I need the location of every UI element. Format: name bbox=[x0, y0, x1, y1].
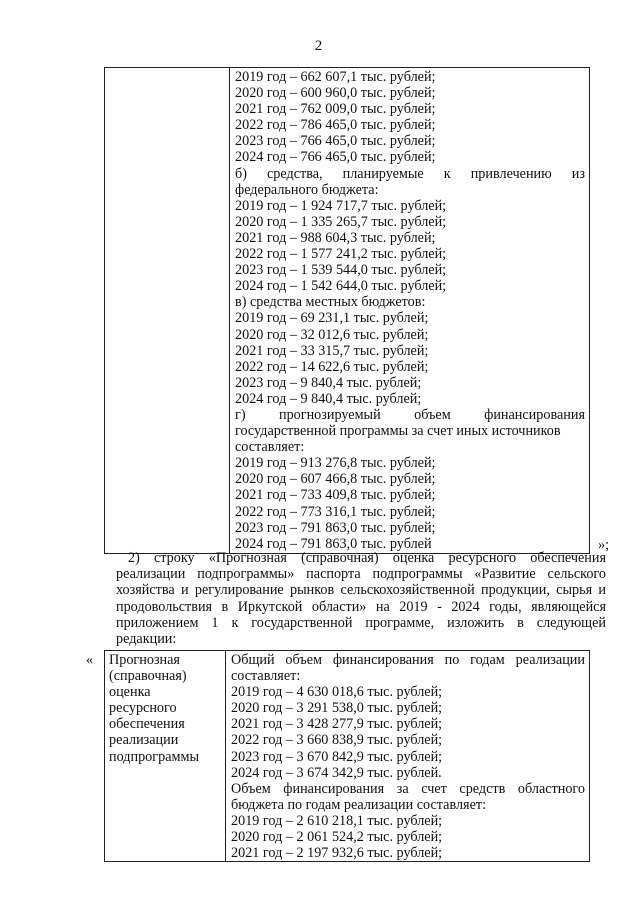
table-line: 2023 год – 1 539 544,0 тыс. рублей; bbox=[235, 262, 447, 279]
table-line: 2019 год – 662 607,1 тыс. рублей; bbox=[235, 69, 436, 85]
table-line: б) средства, планируемые к привлечению из bbox=[235, 165, 585, 182]
paragraph-line: приложением 1 к государственной программе, изложить в следующей bbox=[116, 615, 606, 631]
paragraph-line: хозяйства и регулирование рынков сельскохозяйственной продукции, сырья и bbox=[116, 582, 606, 598]
paragraph-line: 2) строку «Прогнозная (справочная) оценка ресурсного обеспечения bbox=[128, 550, 606, 566]
table-line: г) прогнозируемый объем финансирования bbox=[235, 406, 585, 423]
table-line: Объем финансирования за счет средств областного bbox=[231, 780, 585, 797]
table-line: 2021 год – 988 604,3 тыс. рублей; bbox=[235, 229, 436, 246]
paragraph-line: редакции: bbox=[116, 631, 177, 647]
table-line: 2021 год – 762 009,0 тыс. рублей; bbox=[235, 101, 436, 118]
table-line: 2019 год – 4 630 018,6 тыс. рублей; bbox=[231, 684, 443, 701]
row-label-line: оценка bbox=[109, 684, 151, 701]
table-left-column bbox=[105, 68, 230, 553]
table-line: 2021 год – 3 428 277,9 тыс. рублей; bbox=[231, 716, 443, 733]
table-line: 2023 год – 766 465,0 тыс. рублей; bbox=[235, 133, 436, 150]
table-line: в) средства местных бюджетов: bbox=[235, 294, 426, 311]
table-line: 2022 год – 786 465,0 тыс. рублей; bbox=[235, 117, 436, 134]
table-line: 2022 год – 3 660 838,9 тыс. рублей; bbox=[231, 732, 443, 749]
table-right-column bbox=[226, 651, 589, 861]
row-label-line: подпрограммы bbox=[109, 748, 199, 765]
table-line: Общий объем финансирования по годам реализации bbox=[231, 652, 585, 668]
table-line: федерального бюджета: bbox=[235, 181, 379, 198]
table-line: 2019 год – 913 276,8 тыс. рублей; bbox=[235, 455, 436, 472]
row-label-line: (справочная) bbox=[109, 668, 187, 685]
row-label-line: Прогнозная bbox=[109, 652, 180, 668]
table-line: бюджета по годам реализации составляет: bbox=[231, 796, 487, 813]
table-line: составляет: bbox=[235, 439, 305, 456]
table-line: 2021 год – 2 197 932,6 тыс. рублей; bbox=[231, 845, 443, 862]
row-label-line: реализации bbox=[109, 732, 179, 749]
table-line: 2019 год – 2 610 218,1 тыс. рублей; bbox=[231, 812, 443, 829]
subprogram-resource-table bbox=[104, 650, 590, 862]
table-line: 2023 год – 791 863,0 тыс. рублей; bbox=[235, 519, 436, 536]
table-line: 2020 год – 2 061 524,2 тыс. рублей; bbox=[231, 829, 443, 846]
paragraph-line: реализации подпрограммы» паспорта подпрограммы «Развитие сельского bbox=[116, 566, 606, 582]
table-line: 2022 год – 14 622,6 тыс. рублей; bbox=[235, 358, 429, 375]
financing-table-continued bbox=[104, 67, 590, 554]
table-right-column bbox=[230, 68, 589, 553]
table-line: 2021 год – 33 315,7 тыс. рублей; bbox=[235, 342, 429, 359]
table-line: 2021 год – 733 409,8 тыс. рублей; bbox=[235, 487, 436, 504]
table-line: 2020 год – 32 012,6 тыс. рублей; bbox=[235, 326, 429, 343]
table-line: 2020 год – 1 335 265,7 тыс. рублей; bbox=[235, 213, 447, 230]
table-line: государственной программы за счет иных источников bbox=[235, 423, 561, 440]
table-left-column bbox=[105, 651, 226, 861]
closing-quote-mark: »; bbox=[598, 537, 610, 553]
table-line: 2019 год – 1 924 717,7 тыс. рублей; bbox=[235, 197, 447, 214]
table-line: 2020 год – 3 291 538,0 тыс. рублей; bbox=[231, 700, 443, 717]
table-line: 2022 год – 1 577 241,2 тыс. рублей; bbox=[235, 246, 447, 263]
paragraph-line: продовольствия в Иркутской области» на 2019 - 2024 годы, являющейся bbox=[116, 599, 606, 615]
opening-quote-mark: « bbox=[86, 652, 94, 668]
table-line: 2023 год – 3 670 842,9 тыс. рублей; bbox=[231, 748, 443, 765]
table-line: 2020 год – 607 466,8 тыс. рублей; bbox=[235, 471, 436, 488]
row-label-line: обеспечения bbox=[109, 716, 185, 733]
table-line: 2024 год – 3 674 342,9 тыс. рублей. bbox=[231, 764, 442, 781]
page-number: 2 bbox=[314, 38, 323, 54]
row-label-line: ресурсного bbox=[109, 700, 177, 717]
table-line: 2024 год – 9 840,4 тыс. рублей; bbox=[235, 390, 422, 407]
table-line: 2023 год – 9 840,4 тыс. рублей; bbox=[235, 374, 422, 391]
table-line: составляет: bbox=[231, 668, 301, 685]
table-line: 2024 год – 791 863,0 тыс. рублей bbox=[235, 535, 432, 552]
table-line: 2024 год – 1 542 644,0 тыс. рублей; bbox=[235, 278, 447, 295]
table-line: 2019 год – 69 231,1 тыс. рублей; bbox=[235, 310, 429, 327]
table-line: 2022 год – 773 316,1 тыс. рублей; bbox=[235, 503, 436, 520]
table-line: 2024 год – 766 465,0 тыс. рублей; bbox=[235, 149, 436, 166]
table-line: 2020 год – 600 960,0 тыс. рублей; bbox=[235, 85, 436, 102]
